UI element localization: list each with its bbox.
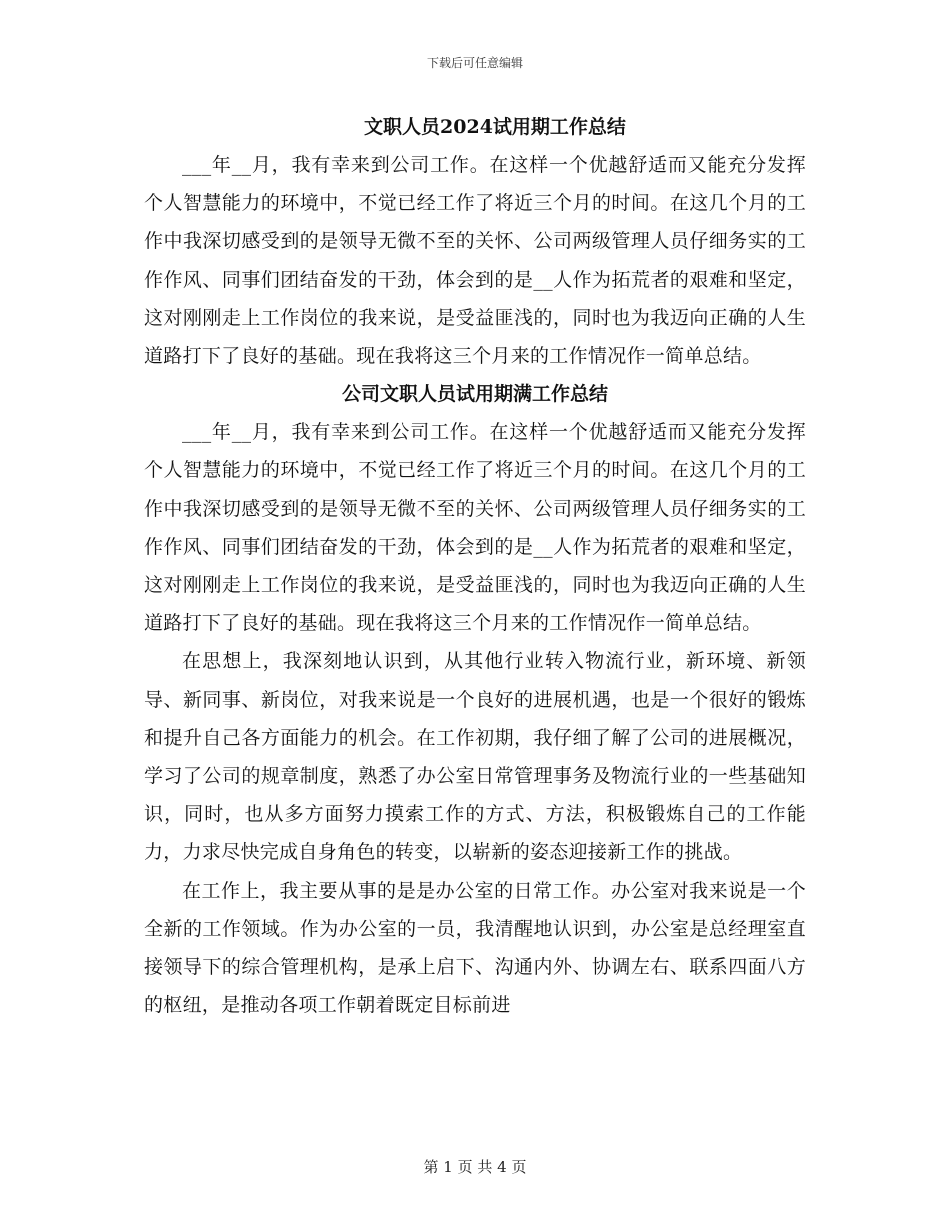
section-title: 公司文职人员试用期满工作总结 (341, 383, 608, 406)
page-footer: 第 1 页 共 4 页 (423, 1158, 527, 1176)
paragraph-2: ___年__月，我有幸来到公司工作。在这样一个优越舒适而又能充分发挥个人智慧能力的环境中，不觉已经工作了将近三个月的时间。在这几个月的工作中我深切感受到的是领导无微不至的关怀、公司两级管理人员仔细务实的工作作风、同事们团结奋发的干劲，体会到的是__人作为拓荒者的艰难和坚定，这对刚刚走上工作岗位的我来说，是受益匪浅的，同时也为我迈向正确的人生道路打下了良好的基础。现在我将这三个月来的工作情况作一简单总结。 (144, 421, 806, 635)
document-title: 文职人员2024试用期工作总结 (364, 116, 626, 138)
paragraph-4: 在工作上，我主要从事的是是办公室的日常工作。办公室对我来说是一个全新的工作领域。作为办公室的一员，我清醒地认识到，办公室是总经理室直接领导下的综合管理机构，是承上启下、沟通内外、协调左右、联系四面八方的枢纽，是推动各项工作朝着既定目标前进 (144, 879, 806, 1017)
paragraph-1: ___年__月，我有幸来到公司工作。在这样一个优越舒适而又能充分发挥个人智慧能力的环境中，不觉已经工作了将近三个月的时间。在这几个月的工作中我深切感受到的是领导无微不至的关怀、公司两级管理人员仔细务实的工作作风、同事们团结奋发的干劲，体会到的是__人作为拓荒者的艰难和坚定，这对刚刚走上工作岗位的我来说，是受益匪浅的，同时也为我迈向正确的人生道路打下了良好的基础。现在我将这三个月来的工作情况作一简单总结。 (144, 154, 806, 368)
header-note: 下载后可任意编辑 (426, 56, 523, 70)
document-body (144, 108, 806, 1024)
paragraph-3: 在思想上，我深刻地认识到，从其他行业转入物流行业，新环境、新领导、新同事、新岗位，对我来说是一个良好的进展机遇，也是一个很好的锻炼和提升自己各方面能力的机会。在工作初期，我仔细了解了公司的进展概况，学习了公司的规章制度，熟悉了办公室日常管理事务及物流行业的一些基础知识，同时，也从多方面努力摸索工作的方式、方法，积极锻炼自己的工作能力，力求尽快完成自身角色的转变，以崭新的姿态迎接新工作的挑战。 (144, 650, 806, 864)
